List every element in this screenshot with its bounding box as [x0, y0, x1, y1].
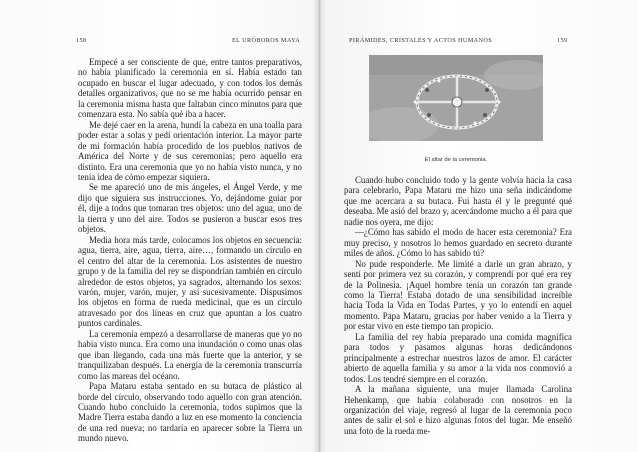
paragraph: —¿Cómo has sabido el modo de hacer esta ceremonia? Era muy preciso, y nosotros lo hemos guardado en secreto durante miles de años. ¿Cómo lo has sabido tú?: [344, 227, 572, 259]
left-running-title: EL URÓBOROS MAYA: [232, 37, 301, 44]
left-body-text: [78, 57, 302, 444]
right-body-text: [344, 175, 572, 436]
left-page: [0, 0, 318, 452]
left-page-number: 158: [76, 37, 87, 44]
paragraph: A la mañana siguiente, una mujer llamada Carolina Hehenkamp, que había colaborado con nosotros en la organización del viaje, regresó al lugar de la ceremonia poco antes de salir el sol e hizo algunas fotos del lugar. Me enseñó una foto de la rueda me-: [344, 384, 572, 436]
right-page-number: 159: [557, 37, 568, 44]
paragraph: No pude responderle. Me limité a darle un gran abrazo, y sentí por primera vez su corazón, y comprendí por qué era rey de la Polinesia. ¡Aquel hombre tenía un corazón tan grande como la Tierra! Estaba dotado de una sensibilidad increíble hacia Toda la Vida en Todas Partes, y yo lo entendí en aquel momento. Papa Mataru, gracias por haber venido a la Tierra y por estar vivo en este tiempo tan propicio.: [344, 258, 572, 332]
paragraph: La familia del rey había preparado una comida magnífica para todos y pasamos algunas horas dedicándonos principalmente a estrechar nuestros lazos de amor. El carácter abierto de aquella familia y su amor a la vida nos conmovió a todos. Los tendré siempre en el corazón.: [344, 331, 572, 384]
paragraph: La ceremonia empezó a desarrollarse de maneras que yo no había visto nunca. Era como una inundación o como unas olas que iban llegando, cada una más fuerte que la anterior, y se tranquilizaban después. La energía de la ceremonia transcurría como las mareas del océano.: [78, 328, 302, 381]
altar-photo: [369, 55, 543, 141]
photo-caption: El altar de la ceremonia.: [424, 157, 488, 163]
paragraph: Me dejé caer en la arena, hundí la cabeza en una toalla para poder estar a solas y pedí orientación interior. La mayor parte de mi formación había procedido de los pueblos nativos de América del Norte y de sus ceremonias; pero aquello era distinto. Era una ceremonia que yo no había visto nunca, y no tenía idea de cómo empezar siquiera.: [78, 119, 302, 182]
paragraph: Cuando hubo concluido todo y la gente volvía hacia la casa para celebrarlo, Papa Mataru me hizo una seña indicándome que me acercara a su butaca. Fui hasta él y le pregunté qué deseaba. Me asió del brazo y, acercándome mucho a él para que nadie nos oyera, me dijo:: [344, 175, 572, 227]
right-running-title: PIRÁMIDES, CRISTALES Y ACTOS HUMANOS: [349, 37, 493, 44]
paragraph: Papa Mataru estaba sentado en su butaca de plástico al borde del círculo, observando todo aquello con gran atención. Cuando hubo concluido la ceremonia, todos supimos que la Madre Tierra estaba dando a luz en ese momento la conciencia de una red nueva; no tardaría en aparecer sobre la Tierra un mundo nuevo.: [78, 381, 302, 444]
paragraph: Empecé a ser consciente de que, entre tantos preparativos, no había planificado la ceremonia en sí. Había estado tan ocupado en buscar el lugar adecuado, y con todos los demás detalles organizativos, que no se me había ocurrido pensar en la ceremonia misma hasta que faltaban cinco minutos para que comenzara esta. No sabía qué iba a hacer.: [78, 57, 302, 120]
medicine-wheel-image: [369, 55, 543, 141]
right-page: [321, 0, 638, 452]
paragraph: Se me apareció uno de mis ángeles, el Ángel Verde, y me dijo que siguiera sus instrucciones. Yo, dejándome guiar por él, dije a todos que tomaran tres objetos: uno del agua, uno de la tierra y uno del aire. Todos se pusieron a buscar esos tres objetos.: [78, 182, 302, 235]
paragraph: Media hora más tarde, colocamos los objetos en secuencia: agua, tierra, aire, agua, tierra, aire…, formando un círculo en el centro del altar de la ceremonia. Los asistentes de nuestro grupo y de la familia del rey se dispondrían también en círculo alrededor de estos objetos, ya sagrados, alternando los sexos: varón, mujer, varón, mujer, y así sucesivamente. Dispusimos los objetos en forma de rueda medicinal, que es un círculo atravesado por dos líneas en cruz que apuntan a los cuatro puntos cardinales.: [78, 234, 302, 329]
